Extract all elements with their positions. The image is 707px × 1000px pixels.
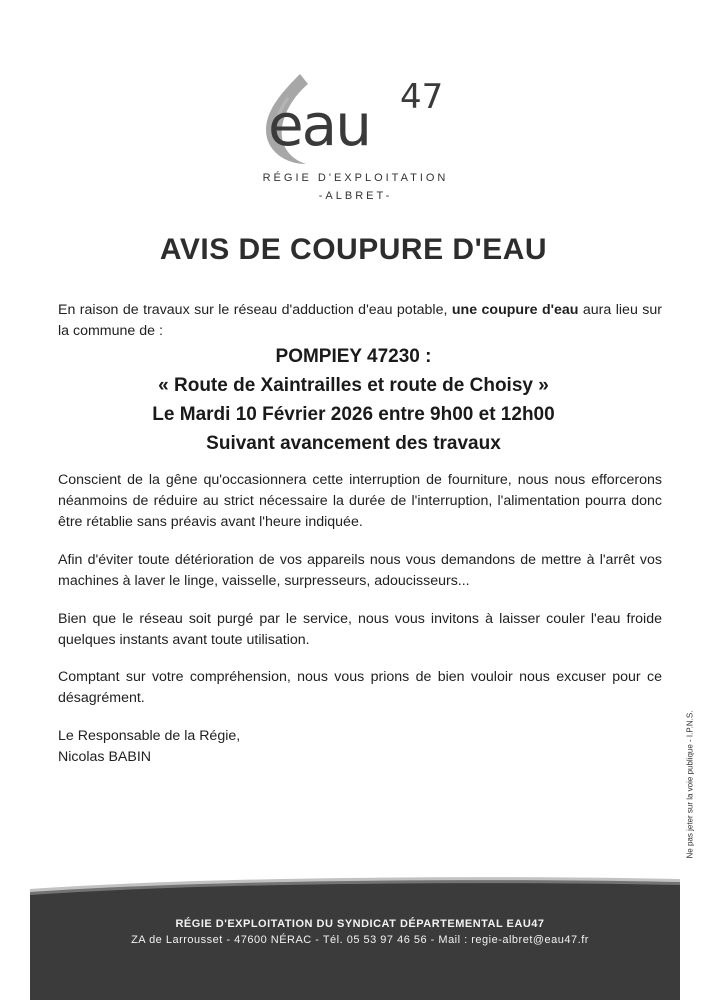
outage-streets: « Route de Xaintrailles et route de Choisy » (158, 375, 549, 396)
logo-subtitle: RÉGIE D'EXPLOITATION (262, 172, 449, 184)
footer-contact: ZA de Larrousset - 47600 NÉRAC - Tél. 05 53 97 46 56 - Mail : regie-albret@eau47.fr (131, 934, 589, 946)
footer-organization: RÉGIE D'EXPLOITATION DU SYNDICAT DÉPARTEMENTAL EAU47 (175, 918, 545, 930)
outage-details (0, 342, 707, 458)
logo-subtitle-albret: -ALBRET- (318, 190, 393, 202)
signature-role: Le Responsable de la Régie, (58, 728, 241, 744)
intro-text-before: En raison de travaux sur le réseau d'adduction d'eau potable, (58, 302, 452, 318)
intro-paragraph (58, 300, 662, 342)
page-title: AVIS DE COUPURE D'EAU (159, 233, 548, 266)
paragraph-inconvenience: Conscient de la gêne qu'occasionnera cette interruption de fourniture, nous nous efforcerons néanmoins de réduire au strict nécessaire la durée de l'interruption, l'alimentation pourra donc être rétablie sans préavis avant l'heure indiquée. (58, 472, 662, 530)
outage-condition: Suivant avancement des travaux (206, 433, 501, 454)
logo-number: 47 (400, 77, 444, 117)
eau47-logo (248, 68, 463, 218)
logo-wordmark: eau (268, 91, 370, 159)
paragraph-purge: Bien que le réseau soit purgé par le service, nous vous invitons à laisser couler l'eau froide quelques instants avant toute utilisation. (58, 611, 662, 648)
side-note (680, 692, 695, 882)
intro-text-after: aura lieu sur la commune de : (58, 302, 663, 339)
paragraph-appliances: Afin d'éviter toute détérioration de vos appareils nous vous demandons de mettre à l'arrêt vos machines à laver le linge, vaisselle, surpresseurs, adoucisseurs... (58, 552, 662, 589)
side-note-text: Ne pas jeter sur la voie publique - I.P.N.S. (685, 710, 695, 859)
paragraph-apology: Comptant sur votre compréhension, nous vous prions de bien vouloir nous excuser pour ce désagrément. (58, 669, 662, 706)
intro-bold-text: une coupure d'eau (451, 302, 579, 318)
signature-name: Nicolas BABIN (58, 749, 152, 765)
outage-location: POMPIEY 47230 : (275, 346, 432, 367)
signature-block (58, 726, 240, 768)
outage-date-time: Le Mardi 10 Février 2026 entre 9h00 et 12h00 (152, 404, 555, 425)
